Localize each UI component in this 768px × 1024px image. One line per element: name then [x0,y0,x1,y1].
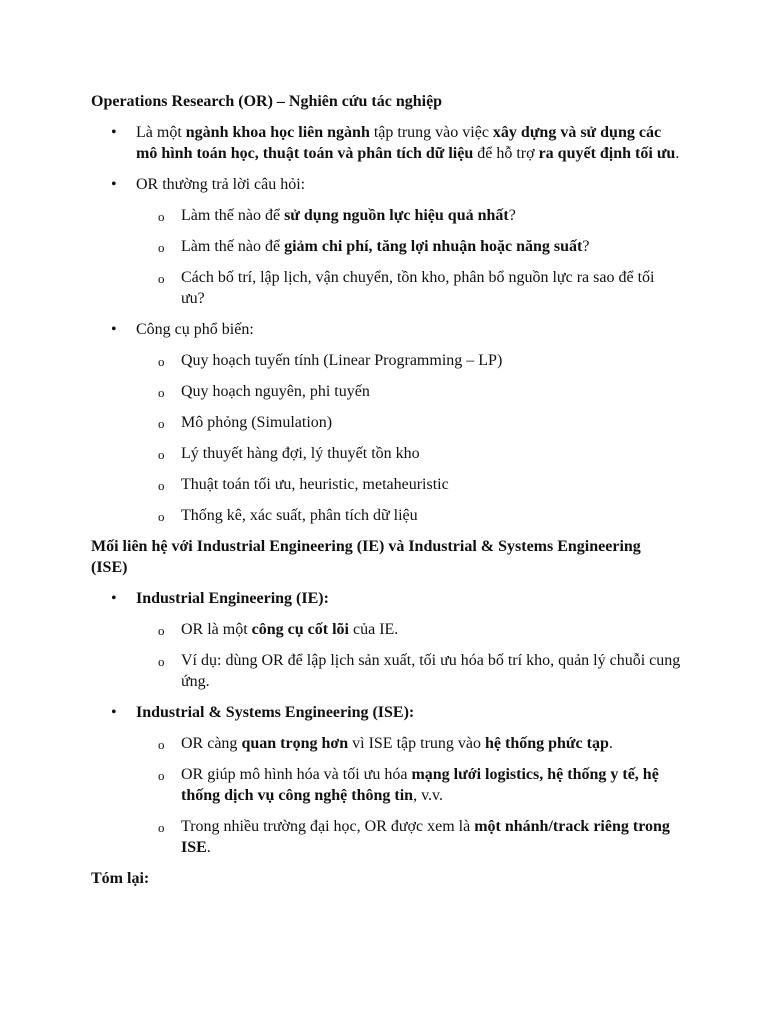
circle-bullet-icon: o [158,654,165,669]
sub-list-item: o OR càng quan trọng hơn vì ISE tập trung vào hệ thống phức tạp. [136,733,681,754]
circle-bullet-icon: o [158,354,165,369]
sub-list-item: o Thuật toán tối ưu, heuristic, metaheuristic [136,474,681,495]
circle-bullet-icon: o [158,509,165,524]
circle-bullet-icon: o [158,768,165,783]
sub-list [136,350,681,526]
sub-list-item: o Làm thế nào để sử dụng nguồn lực hiệu quả nhất? [136,205,681,226]
sub-list-item: o OR giúp mô hình hóa và tối ưu hóa mạng lưới logistics, hệ thống y tế, hệ thống dịch vụ công nghệ thông tin, v.v. [158,766,659,804]
sub-list [136,619,681,692]
circle-bullet-icon: o [158,240,165,255]
list-item: • OR thường trả lời câu hỏi: o Làm thế nào để sử dụng nguồn lực hiệu quả nhất? o Làm thế nào để giảm chi phí, tăng lợi nhuận hoặc năng suất? o Cách bố trí, lập lịch, vận chuyển, tồn kho, phân bổ nguồn lực ra sao để tối ưu? [91,174,681,309]
circle-bullet-icon: o [158,447,165,462]
sub-list-item: o Ví dụ: dùng OR để lập lịch sản xuất, tối ưu hóa bố trí kho, quản lý chuỗi cung ứng. [158,652,681,690]
sub-list-item: o Quy hoạch tuyến tính (Linear Programming – LP) [136,350,681,371]
sub-list-item: o Lý thuyết hàng đợi, lý thuyết tồn kho [136,443,681,464]
sub-list-item: o Quy hoạch nguyên, phi tuyến [136,381,681,402]
sub-list-item: o Làm thế nào để giảm chi phí, tăng lợi nhuận hoặc năng suất? [136,236,681,257]
or-bullet-list [91,122,681,526]
list-item: • Công cụ phổ biến: o Quy hoạch tuyến tính (Linear Programming – LP) o Quy hoạch nguyên, phi tuyến o Mô phỏng (Simulation) o Lý thuyết hàng đợi, lý thuyết tồn kho o Thuật toán tối ưu, heuristic, metaheuristic o Thống kê, xác suất, phân tích dữ liệu [91,319,681,526]
circle-bullet-icon: o [158,416,165,431]
sub-list [136,733,681,858]
bullet-icon: • [111,704,117,721]
circle-bullet-icon: o [158,820,165,835]
sub-list-item: o OR là một công cụ cốt lõi của IE. [136,619,681,640]
sub-list [136,205,681,309]
heading-or: Operations Research (OR) – Nghiên cứu tác nghiệp [91,93,443,110]
list-item: • Industrial Engineering (IE): o OR là một công cụ cốt lõi của IE. o Ví dụ: dùng OR để lập lịch sản xuất, tối ưu hóa bố trí kho, quản lý chuỗi cung ứng. [111,590,681,690]
heading-ie-ise: Mối liên hệ với Industrial Engineering (IE) và Industrial & Systems Engineering (ISE) [91,538,641,576]
bullet-icon: • [111,176,117,193]
document-page [91,91,681,899]
sub-list-item: o Cách bố trí, lập lịch, vận chuyển, tồn kho, phân bổ nguồn lực ra sao để tối ưu? [158,269,655,307]
sub-list-item: o Thống kê, xác suất, phân tích dữ liệu [136,505,681,526]
bullet-icon: • [111,590,117,607]
circle-bullet-icon: o [158,271,165,286]
circle-bullet-icon: o [158,209,165,224]
list-item: • Là một ngành khoa học liên ngành tập trung vào việc xây dựng và sử dụng các mô hình toán học, thuật toán và phân tích dữ liệu để hỗ trợ ra quyết định tối ưu. [111,124,680,162]
circle-bullet-icon: o [158,623,165,638]
circle-bullet-icon: o [158,737,165,752]
circle-bullet-icon: o [158,478,165,493]
circle-bullet-icon: o [158,385,165,400]
bullet-icon: • [111,321,117,338]
sub-list-item: o Trong nhiều trường đại học, OR được xem là một nhánh/track riêng trong ISE. [158,818,670,856]
list-item: • Industrial & Systems Engineering (ISE): o OR càng quan trọng hơn vì ISE tập trung vào hệ thống phức tạp. o OR giúp mô hình hóa và tối ưu hóa mạng lưới logistics, hệ thống y tế, hệ thống dịch vụ công nghệ thông tin, v.v. o Trong nhiều trường đại học, OR được xem là một nhánh/track riêng trong ISE. [91,702,681,858]
summary-heading: Tóm lại: [91,870,150,887]
ie-ise-bullet-list [91,588,681,858]
bullet-icon: • [111,124,117,141]
sub-list-item: o Mô phỏng (Simulation) [136,412,681,433]
